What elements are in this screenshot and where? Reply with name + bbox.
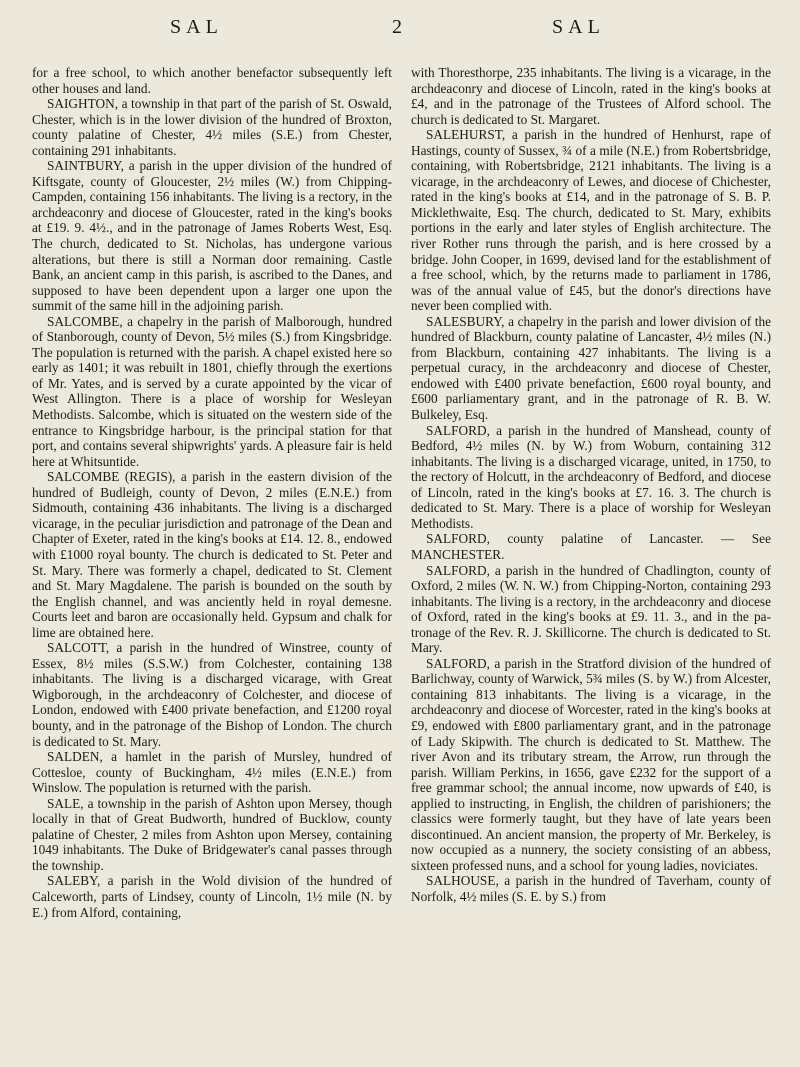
entry-salhouse: SALHOUSE, a parish in the hundred of Taverham, county of Norfolk, 4½ miles (S. E. by S.) from [411, 873, 771, 904]
entry-continuation: for a free school, to which another benefactor subsequently left other houses and land. [32, 65, 392, 96]
entry-saighton: SAIGHTON, a township in that part of the parish of St. Oswald, Chester, which is in the lower division of the hundred of Broxton, county palatine of Chester, 4½ miles (S.E.) from Chester, containing 291 inhabitants. [32, 96, 392, 158]
entry-salcombe-regis: SALCOMBE (REGIS), a parish in the eastern division of the hundred of Budleigh, county of Devon, 2 miles (E.N.E.) from Sidmouth, containing 436 inhabitants. The living is a discharged vicarage, in the peculiar jurisdiction and patronage of the Dean and Chapter of Exeter, rated in the king's books at £14. 12. 8., endowed with £1000 royal bounty. The church is dedicated to St. Peter and St. Mary. There was formerly a chapel, dedicated to St. Clement and St. Mary Magdalene. The parish is bounded on the south by the English channel, and was anciently held in royal demesne. Courts leet and baron are occasionally held. Gypsum and chalk for lime are obtained here. [32, 469, 392, 640]
entry-saintbury: SAINTBURY, a parish in the upper division of the hundred of Kiftsgate, county of Gloucester, 2½ miles (W.) from Chipping-Campden, containing 156 inhabitants. The living is a rectory, in the archdeaconry and diocese of Gloucester, rated in the king's books at £19. 9. 4½., and in the patronage of James Roberts West, Esq. The church, dedicated to St. Nicholas, has undergone various alterations, but there is still a Norman door remaining. Castle Bank, an ancient camp in this parish, is ascribed to the Danes, and supposed to have been dependent upon a larger one upon the summit of the same hill in the adjoining parish. [32, 158, 392, 314]
entry-salford-oxford: SALFORD, a parish in the hundred of Chadlington, county of Oxford, 2 miles (W. N. W.) from Chipping-Norton, containing 293 inhabitants. The living is a rectory, in the archdeaconry and diocese of Oxford, rated in the king's books at £9. 11. 3., and in the patronage of the Rev. R. J. Skillicorne. The church is dedicated to St. Mary. [411, 562, 771, 656]
page-header [0, 0, 800, 60]
entry-saleby: SALEBY, a parish in the Wold division of the hundred of Calceworth, parts of Lindsey, county of Lincoln, 1½ mile (N. by E.) from Alford, containing, [32, 873, 392, 920]
left-column [32, 65, 392, 920]
header-left-running-head: SAL [170, 16, 223, 38]
page-number: 2 [392, 16, 407, 38]
entry-salcombe: SALCOMBE, a chapelry in the parish of Malborough, hundred of Stanborough, county of Devon, 5½ miles (S.) from Kingsbridge. The population is returned with the parish. A chapel existed here so early as 1401; it was rebuilt in 1801, chiefly through the exertions of Mr. Yates, and is served by a curate appointed by the vicar of West Allington. There is a place of worship for Wesleyan Methodists. Salcombe, which is situated on the western side of the entrance to Kingsbridge harbour, is the principal station for that port, and contains several shipwrights' yards. A pleasure fair is held here at Whitsuntide. [32, 313, 392, 469]
entry-salford-lancaster: SALFORD, county palatine of Lancaster. — See MANCHESTER. [411, 531, 771, 562]
entry-sale: SALE, a township in the parish of Ashton upon Mersey, though locally in that of Great Budworth, hundred of Bucklow, county palatine of Chester, 2 miles from Ashton upon Mersey, containing 1049 inhabitants. The Duke of Bridgewater's canal passes through the township. [32, 795, 392, 873]
right-column [411, 65, 771, 905]
entry-continuation-saleby: with Thoresthorpe, 235 inhabitants. The living is a vicarage, in the archdeaconry and diocese of Lincoln, rated in the king's books at £4, and in the patronage of the Trustees of Alford school. The church is dedicated to St. Margaret. [411, 65, 771, 127]
entry-salesbury: SALESBURY, a chapelry in the parish and lower division of the hundred of Blackburn, county palatine of Lancaster, 4½ miles (N.) from Blackburn, containing 427 inhabitants. The living is a perpetual curacy, in the archdeaconry and diocese of Chester, endowed with £400 private benefaction, £600 royal bounty, and £600 parliamentary grant, and in the patronage of R. B. W. Bulkeley, Esq. [411, 313, 771, 423]
entry-salehurst: SALEHURST, a parish in the hundred of Henhurst, rape of Hastings, county of Sussex, ¾ of a mile (N.E.) from Robertsbridge, containing, with Robertsbridge, 2121 inhabitants. The living is a vicarage, in the archdeaconry of Lewes, and diocese of Chichester, rated in the king's books at £14, and in the patronage of S. B. P. Micklethwaite, Esq. The church, dedicated to St. Mary, exhibits portions in the early and later styles of English architecture. The river Rother runs through the parish, and is here crossed by a bridge. John Cooper, in 1699, devised land for the establishment of a free school, which, by the returns made to parliament in 1786, was of the annual value of £45, but the donor's directions have never been complied with. [411, 127, 771, 314]
header-right-running-head: SAL [552, 16, 605, 38]
entry-salford-warwick: SALFORD, a parish in the Stratford division of the hundred of Barlichway, county of Warwick, 5¾ miles (S. by W.) from Alcester, containing 813 inhabitants. The living is a vicarage, in the archdeaconry and diocese of Worcester, rated in the king's books at £9, endowed with £800 parliamentary grant, and in the patronage of Lady Skipwith. The church is dedicated to St. Matthew. The river Avon and its tributary stream, the Arrow, run through the parish. William Perkins, in 1656, gave £232 for the support of a free grammar school; the annual income, now upwards of £40, is applied to instructing, in English, the children of parishioners; the classics were formerly taught, but they have of late years been discontinued. An ancient mansion, the property of Mr. Berkeley, is now occupied as a nunnery, the society consisting of an abbess, sixteen professed nuns, and a school for young ladies, noviciates. [411, 655, 771, 873]
entry-salcott: SALCOTT, a parish in the hundred of Winstree, county of Essex, 8½ miles (S.S.W.) from Colchester, containing 138 inhabitants. The living is a discharged vicarage, with Great Wigborough, in the archdeaconry of Colchester, and diocese of London, endowed with £400 private benefaction, and £1200 royal bounty, and in the patronage of the Bishop of London. The church is dedicated to St. Mary. [32, 640, 392, 749]
entry-salden: SALDEN, a hamlet in the parish of Mursley, hundred of Cottesloe, county of Buckingham, 4½ miles (E.N.E.) from Winslow. The population is returned with the parish. [32, 749, 392, 796]
entry-salford-bedford: SALFORD, a parish in the hundred of Manshead, county of Bedford, 4½ miles (N. by W.) from Woburn, containing 312 inhabitants. The living is a discharged vicarage, united, in 1750, to the rectory of Holcutt, in the archdeaconry of Bedford, and diocese of Lincoln, rated in the king's books at £7. 16. 3. The church is dedicated to St. Mary. There is a place of worship for Wesleyan Methodists. [411, 422, 771, 531]
